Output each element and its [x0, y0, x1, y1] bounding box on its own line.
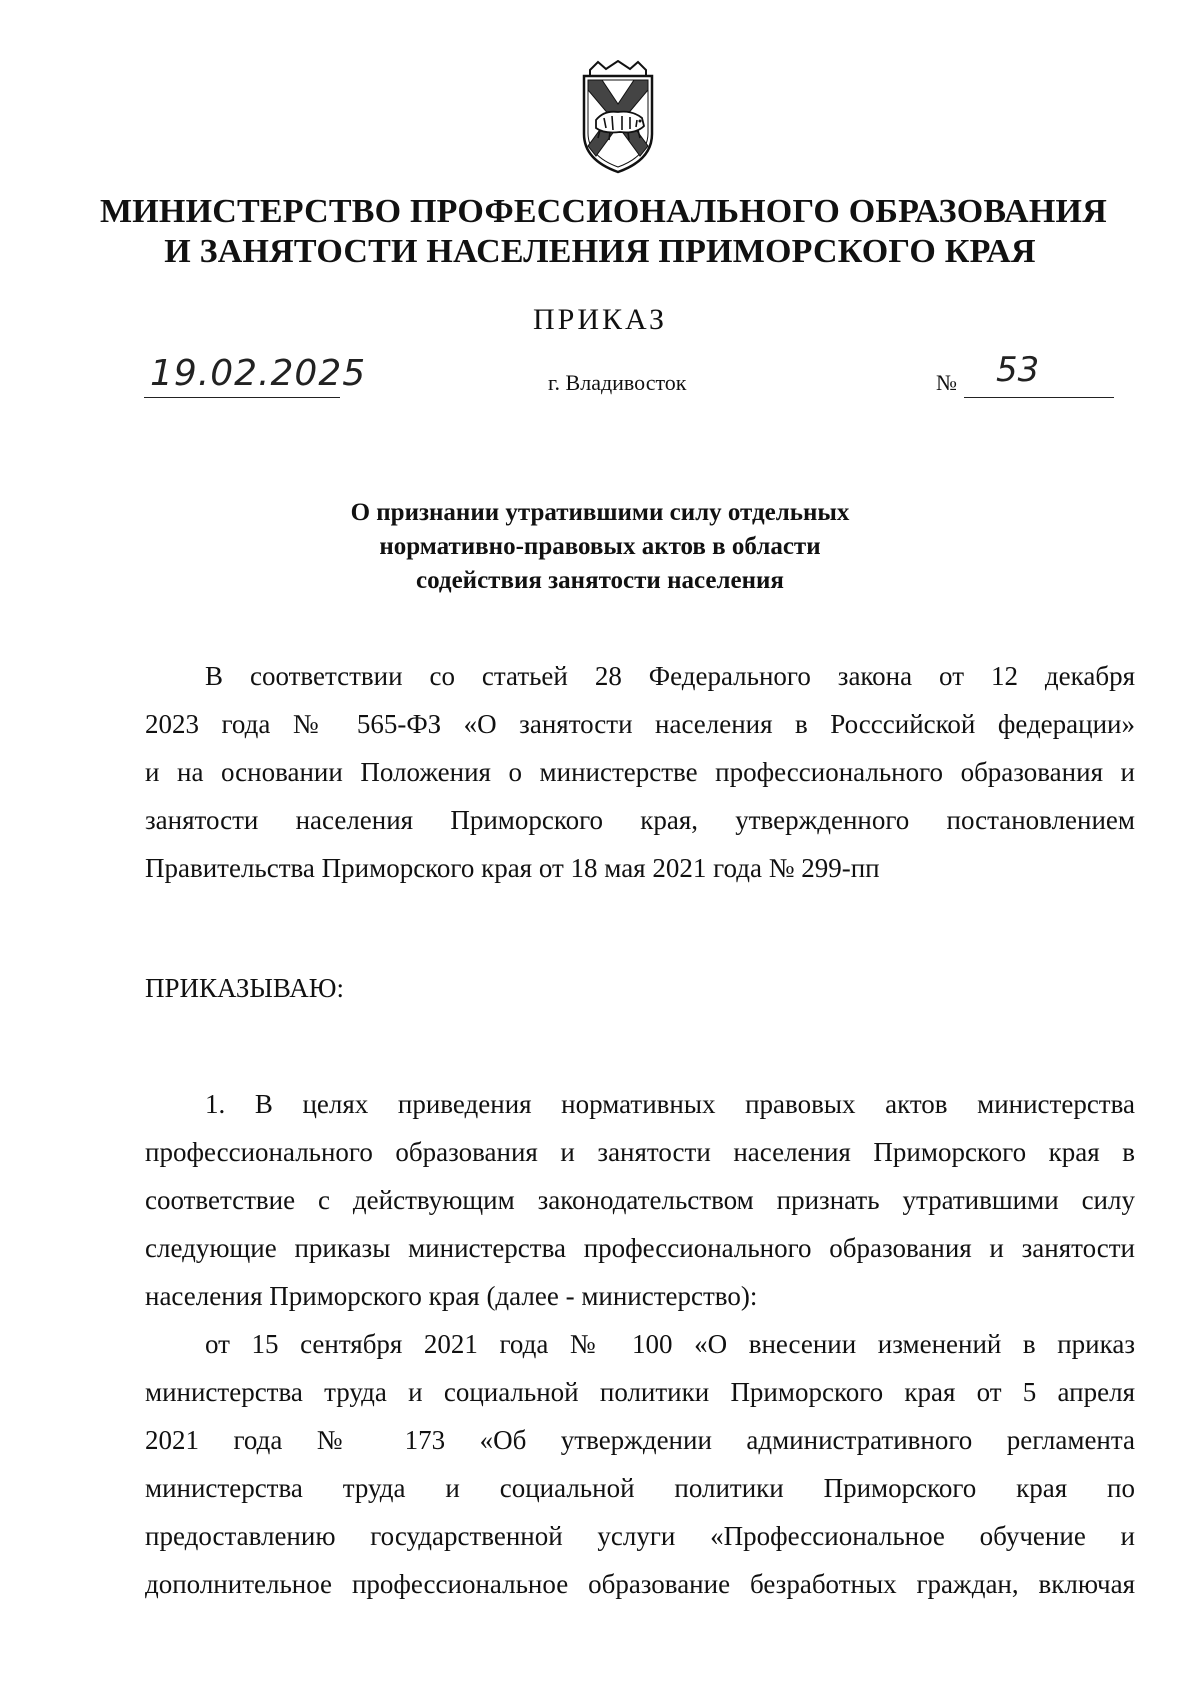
preamble-line: Правительства Приморского края от 18 мая 2021 года № 299-пп [145, 853, 880, 883]
preamble-line: В соответствии со статьей 28 Федерального закона от 12 декабря [205, 661, 1135, 691]
ministry-name-line-1: МИНИСТЕРСТВО ПРОФЕССИОНАЛЬНОГО ОБРАЗОВАНИЯ [100, 193, 1107, 230]
document-number: 53 [996, 350, 1040, 390]
preamble-line: занятости населения Приморского края, утвержденного постановлением [145, 805, 1135, 835]
item-line: следующие приказы министерства профессионального образования и занятости [145, 1233, 1135, 1263]
document-type: ПРИКАЗ [533, 303, 667, 336]
item-line: соответствие с действующим законодательством признать утратившими силу [145, 1185, 1135, 1215]
preamble-line: и на основании Положения о министерстве профессионального образования и [145, 757, 1135, 787]
number-underline [964, 397, 1114, 398]
item-line: 1. В целях приведения нормативных правовых актов министерства [205, 1089, 1135, 1119]
item-sub-line: 2021 года № 173 «Об утверждении административного регламента [145, 1425, 1135, 1455]
date-underline [144, 397, 340, 398]
item-sub-line: министерства труда и социальной политики Приморского края по [145, 1473, 1135, 1503]
coat-of-arms-icon [576, 60, 660, 176]
number-sign: № [936, 370, 957, 395]
subject-line-2: нормативно-правовых актов в области [379, 533, 821, 560]
order-word: ПРИКАЗЫВАЮ: [145, 973, 344, 1003]
preamble-line: 2023 года № 565-ФЗ «О занятости населения в Росссийской федерации» [145, 709, 1135, 739]
item-sub-line: дополнительное профессиональное образование безработных граждан, включая [145, 1569, 1135, 1599]
item-line: населения Приморского края (далее - министерство): [145, 1281, 758, 1311]
item-line: профессионального образования и занятости населения Приморского края в [145, 1137, 1135, 1167]
subject-line-1: О признании утратившими силу отдельных [350, 499, 850, 526]
item-sub-line: предоставлению государственной услуги «Профессиональное обучение и [145, 1521, 1135, 1551]
ministry-name-line-2: И ЗАНЯТОСТИ НАСЕЛЕНИЯ ПРИМОРСКОГО КРАЯ [164, 233, 1036, 270]
document-date: 19.02.2025 [150, 353, 367, 394]
document-city: г. Владивосток [548, 370, 687, 395]
item-sub-line: от 15 сентября 2021 года № 100 «О внесении изменений в приказ [205, 1329, 1135, 1359]
subject-line-3: содействия занятости населения [416, 567, 784, 594]
item-sub-line: министерства труда и социальной политики Приморского края от 5 апреля [145, 1377, 1135, 1407]
